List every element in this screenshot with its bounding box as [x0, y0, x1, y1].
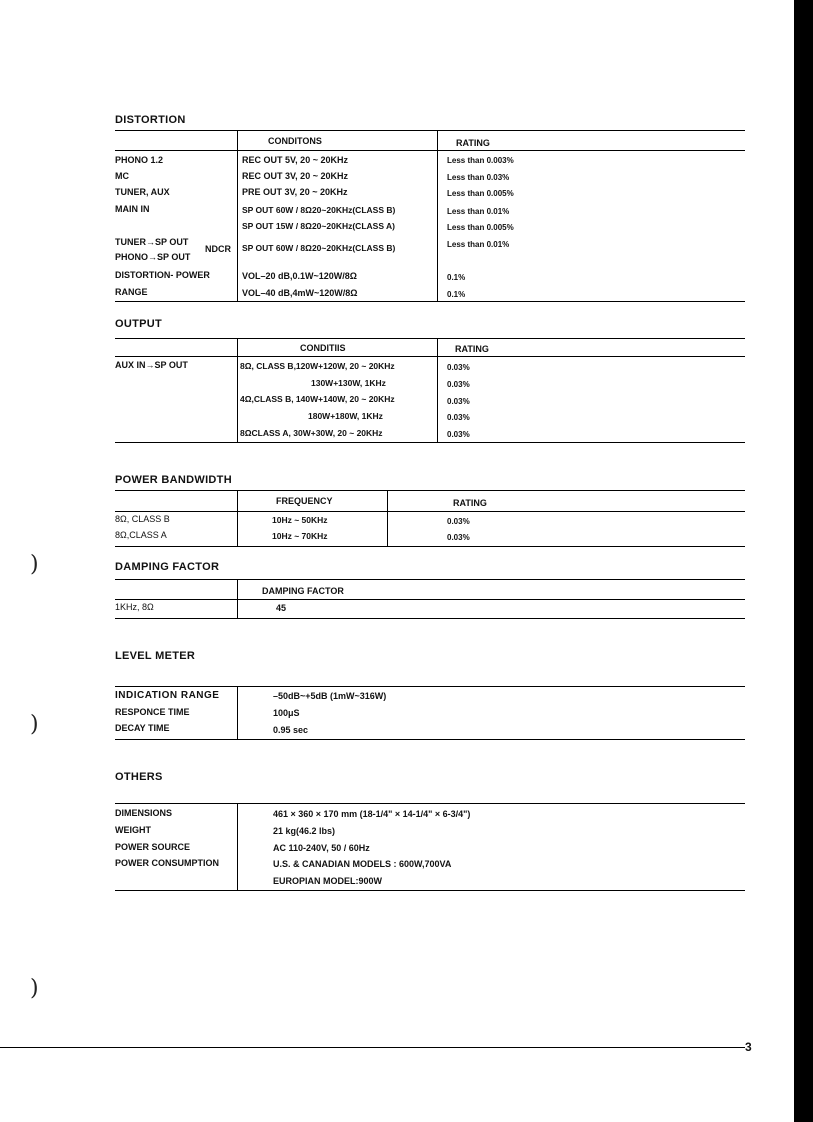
table-row-value: AC 110-240V, 50 / 60Hz [273, 843, 370, 853]
table-row-value: 21 kg(46.2 lbs) [273, 826, 336, 836]
level-meter-title: LEVEL METER [115, 650, 196, 662]
power-bandwidth-col-divider-1 [237, 490, 238, 546]
level-meter-top-rule [115, 686, 745, 687]
table-row-label: DECAY TIME [115, 723, 170, 733]
table-row-rating: 0.03% [447, 533, 470, 542]
power-bandwidth-header-rule [115, 511, 745, 512]
table-row-label: TUNER, AUX [115, 187, 170, 197]
table-row-condition: 4Ω,CLASS B, 140W+140W, 20 ~ 20KHz [240, 394, 395, 404]
output-title: OUTPUT [115, 318, 163, 330]
table-row-label: INDICATION RANGE [115, 690, 220, 701]
power-bandwidth-bottom-rule [115, 546, 745, 547]
table-row-condition: REC OUT 3V, 20 ~ 20KHz [242, 171, 348, 181]
table-row-label: 8Ω, CLASS B [115, 514, 170, 524]
footer-rule [0, 1047, 745, 1048]
damping-bottom-rule [115, 618, 745, 619]
table-row-label: TUNER→SP OUT [115, 237, 189, 247]
level-meter-col-divider [237, 686, 238, 739]
table-row-condition: SP OUT 60W / 8Ω20~20KHz(CLASS B) [242, 205, 396, 215]
table-row-frequency: 10Hz ~ 70KHz [272, 531, 328, 541]
table-row-label: POWER CONSUMPTION [115, 858, 220, 868]
table-row-condition: 8ΩCLASS A, 30W+30W, 20 ~ 20KHz [240, 428, 383, 438]
table-row-value: U.S. & CANADIAN MODELS : 600W,700VA [273, 859, 452, 869]
table-row-condition: 180W+180W, 1KHz [308, 411, 383, 421]
table-row-value: 100μS [273, 708, 300, 718]
table-row-condition: 8Ω, CLASS B,120W+120W, 20 ~ 20KHz [240, 361, 395, 371]
table-row-label: AUX IN→SP OUT [115, 360, 188, 370]
table-row-label: DISTORTION- POWER [115, 270, 210, 280]
output-bottom-rule [115, 442, 745, 443]
page-edge-bar [794, 0, 813, 1122]
power-bandwidth-col-divider-2 [387, 490, 388, 546]
table-row-frequency: 10Hz ~ 50KHz [272, 515, 328, 525]
punch-hole-mark: ) [30, 552, 39, 577]
table-row-condition: PRE OUT 3V, 20 ~ 20KHz [242, 187, 348, 197]
table-row-value: 461 × 360 × 170 mm (18-1/4" × 14-1/4" × 6-3/4") [273, 809, 471, 819]
table-row-condition: VOL–40 dB,4mW~120W/8Ω [242, 288, 358, 298]
ndcr-label: NDCR [205, 244, 231, 254]
table-row-condition: VOL–20 dB,0.1W~120W/8Ω [242, 271, 358, 281]
table-row-condition: SP OUT 60W / 8Ω20~20KHz(CLASS B) [242, 243, 396, 253]
distortion-title: DISTORTION [115, 114, 186, 126]
distortion-header-conditions: CONDITONS [268, 136, 322, 146]
table-row-value: EUROPIAN MODEL:900W [273, 876, 383, 886]
output-top-rule [115, 338, 745, 339]
table-row-label: DIMENSIONS [115, 808, 173, 818]
table-row-value: 0.95 sec [273, 725, 309, 735]
table-row-label: 8Ω,CLASS A [115, 530, 167, 540]
others-col-divider [237, 803, 238, 890]
damping-header-rule [115, 599, 745, 600]
table-row-rating: 0.03% [447, 380, 470, 389]
table-row-condition: REC OUT 5V, 20 ~ 20KHz [242, 155, 348, 165]
table-row-rating: 0.1% [447, 273, 466, 282]
table-row-rating: Less than 0.01% [447, 240, 510, 249]
punch-hole-mark: ) [30, 712, 39, 737]
distortion-top-rule [115, 130, 745, 131]
table-row-rating: 0.03% [447, 397, 470, 406]
distortion-header-rule [115, 150, 745, 151]
power-bandwidth-title: POWER BANDWIDTH [115, 474, 232, 486]
table-row-rating: Less than 0.03% [447, 173, 510, 182]
table-row-label: PHONO 1.2 [115, 155, 164, 165]
table-row-rating: Less than 0.005% [447, 223, 514, 232]
table-row-label: PHONO→SP OUT [115, 252, 191, 262]
table-row-rating: 0.03% [447, 430, 470, 439]
table-row-label: MC [115, 171, 129, 181]
table-row-rating: 0.03% [447, 413, 470, 422]
table-row-rating: Less than 0.005% [447, 189, 514, 198]
damping-header: DAMPING FACTOR [262, 586, 344, 596]
power-bandwidth-header-frequency: FREQUENCY [276, 496, 333, 506]
table-row-rating: Less than 0.003% [447, 156, 514, 165]
damping-value: 45 [276, 603, 287, 613]
table-row-rating: 0.03% [447, 363, 470, 372]
table-row-rating: Less than 0.01% [447, 207, 510, 216]
table-row-rating: 0.1% [447, 290, 466, 299]
punch-hole-mark: ) [30, 976, 39, 1001]
power-bandwidth-header-rating: RATING [453, 498, 487, 508]
distortion-col-divider-1 [237, 130, 238, 301]
output-header-rating: RATING [455, 344, 489, 354]
others-top-rule [115, 803, 745, 804]
table-row-label: RESPONCE TIME [115, 707, 190, 717]
distortion-bottom-rule [115, 301, 745, 302]
distortion-header-rating: RATING [456, 138, 490, 148]
page-number: 3 [745, 1040, 752, 1054]
output-header-conditions: CONDITIIS [300, 343, 346, 353]
output-col-divider-2 [437, 338, 438, 442]
table-row-rating: 0.03% [447, 517, 470, 526]
table-row-label: WEIGHT [115, 825, 151, 835]
table-row-label: RANGE [115, 287, 148, 297]
table-row-condition: 130W+130W, 1KHz [311, 378, 386, 388]
table-row-value: –50dB~+5dB (1mW~316W) [273, 691, 387, 701]
damping-condition: 1KHz, 8Ω [115, 602, 154, 612]
others-bottom-rule [115, 890, 745, 891]
table-row-label: MAIN IN [115, 204, 150, 214]
damping-top-rule [115, 579, 745, 580]
table-row-label: POWER SOURCE [115, 842, 191, 852]
others-title: OTHERS [115, 771, 163, 783]
power-bandwidth-top-rule [115, 490, 745, 491]
damping-title: DAMPING FACTOR [115, 561, 220, 573]
table-row-condition: SP OUT 15W / 8Ω20~20KHz(CLASS A) [242, 221, 396, 231]
level-meter-bottom-rule [115, 739, 745, 740]
distortion-col-divider-2 [437, 130, 438, 301]
output-header-rule [115, 356, 745, 357]
output-col-divider-1 [237, 338, 238, 442]
